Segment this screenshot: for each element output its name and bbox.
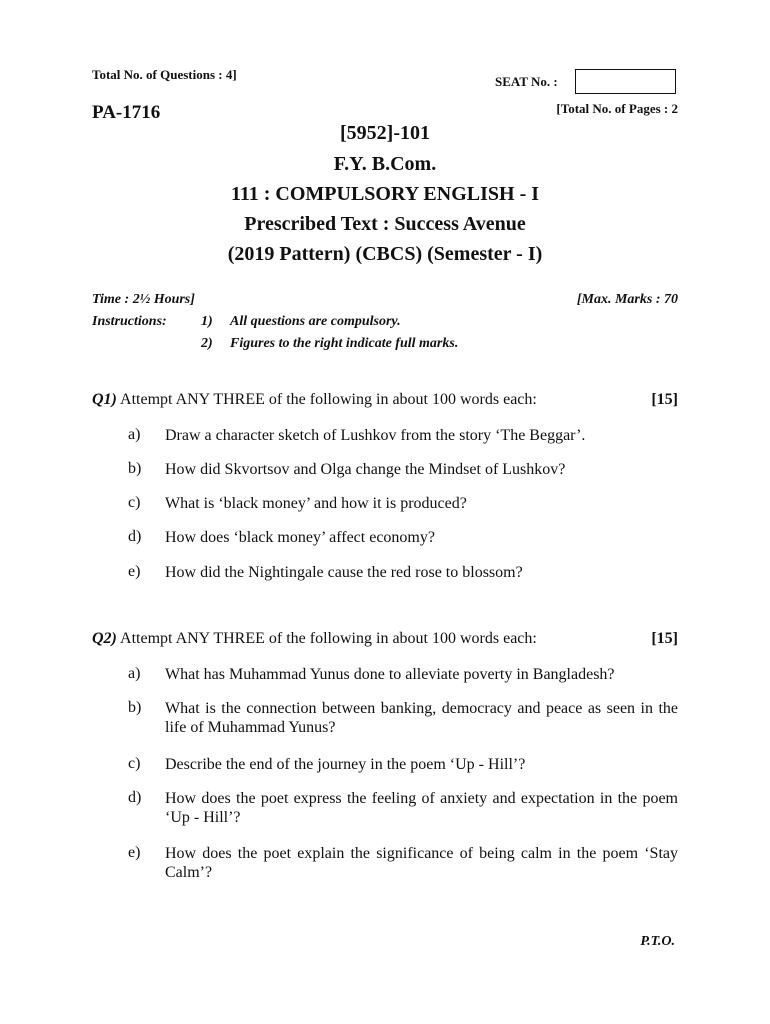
item-text: What is the connection between banking, democracy and peace as seen in the life of Muhammad Yunus?: [165, 700, 678, 736]
instruction-item: [201, 336, 458, 352]
item-label: b): [128, 699, 142, 716]
seat-number-box[interactable]: [575, 69, 676, 94]
question-number: Q2): [92, 630, 117, 647]
prescribed-text: Prescribed Text : Success Avenue: [244, 213, 526, 235]
instructions-label: Instructions:: [92, 314, 167, 329]
item-label: d): [128, 528, 142, 545]
question-item: [128, 426, 678, 445]
question-prompt: Attempt ANY THREE of the following in about 100 words each:: [120, 391, 537, 408]
total-pages: [Total No. of Pages : 2: [556, 101, 678, 116]
item-text: How did Skvortsov and Olga change the Mindset of Lushkov?: [165, 461, 566, 478]
question-item: [128, 665, 678, 684]
question-item: [128, 563, 678, 582]
question-2-header: [92, 630, 678, 648]
question-item: [128, 789, 678, 827]
instruction-number: 2): [201, 336, 213, 351]
subject-title: 111 : COMPULSORY ENGLISH - I: [230, 183, 540, 205]
item-label: a): [128, 426, 141, 443]
course-title: F.Y. B.Com.: [333, 153, 437, 175]
question-marks: [15]: [651, 391, 678, 408]
question-marks: [15]: [651, 630, 678, 647]
item-text: What has Muhammad Yunus done to alleviate poverty in Bangladesh?: [165, 666, 615, 683]
item-text: Draw a character sketch of Lushkov from the story ‘The Beggar’.: [165, 427, 586, 444]
question-1-header: [92, 391, 678, 409]
item-text: Describe the end of the journey in the poem ‘Up - Hill’?: [165, 756, 526, 773]
paper-code: PA-1716: [92, 102, 161, 123]
item-label: e): [128, 563, 141, 580]
question-item: [128, 699, 678, 737]
total-questions: Total No. of Questions : 4]: [92, 67, 237, 82]
item-label: a): [128, 665, 141, 682]
time-allowed: Time : 2½ Hours]: [92, 292, 195, 307]
item-label: c): [128, 755, 141, 772]
question-number: Q1): [92, 391, 117, 408]
item-text: How did the Nightingale cause the red rose to blossom?: [165, 564, 523, 581]
item-label: b): [128, 460, 142, 477]
question-item: [128, 494, 678, 513]
max-marks: [Max. Marks : 70: [576, 292, 678, 307]
question-prompt: Attempt ANY THREE of the following in about 100 words each:: [120, 630, 537, 647]
item-label: e): [128, 844, 141, 861]
pattern-line: (2019 Pattern) (CBCS) (Semester - I): [227, 243, 543, 265]
instruction-number: 1): [201, 314, 213, 329]
instruction-text: Figures to the right indicate full marks.: [230, 336, 459, 351]
item-label: d): [128, 789, 142, 806]
item-text: How does the poet explain the significance of being calm in the poem ‘Stay Calm’?: [165, 845, 678, 881]
pto-marker: P.T.O.: [640, 934, 675, 949]
item-text: How does the poet express the feeling of anxiety and expectation in the poem ‘Up - Hill’?: [165, 790, 678, 826]
seat-label: SEAT No. :: [495, 74, 558, 89]
question-item: [128, 528, 678, 547]
question-item: [128, 460, 678, 479]
question-item: [128, 755, 678, 774]
question-item: [128, 844, 678, 882]
instruction-text: All questions are compulsory.: [230, 314, 401, 329]
item-text: How does ‘black money’ affect economy?: [165, 529, 435, 546]
instruction-item: [201, 314, 401, 330]
item-text: What is ‘black money’ and how it is produced?: [165, 495, 467, 512]
item-label: c): [128, 494, 141, 511]
exam-code: [5952]-101: [340, 122, 430, 144]
